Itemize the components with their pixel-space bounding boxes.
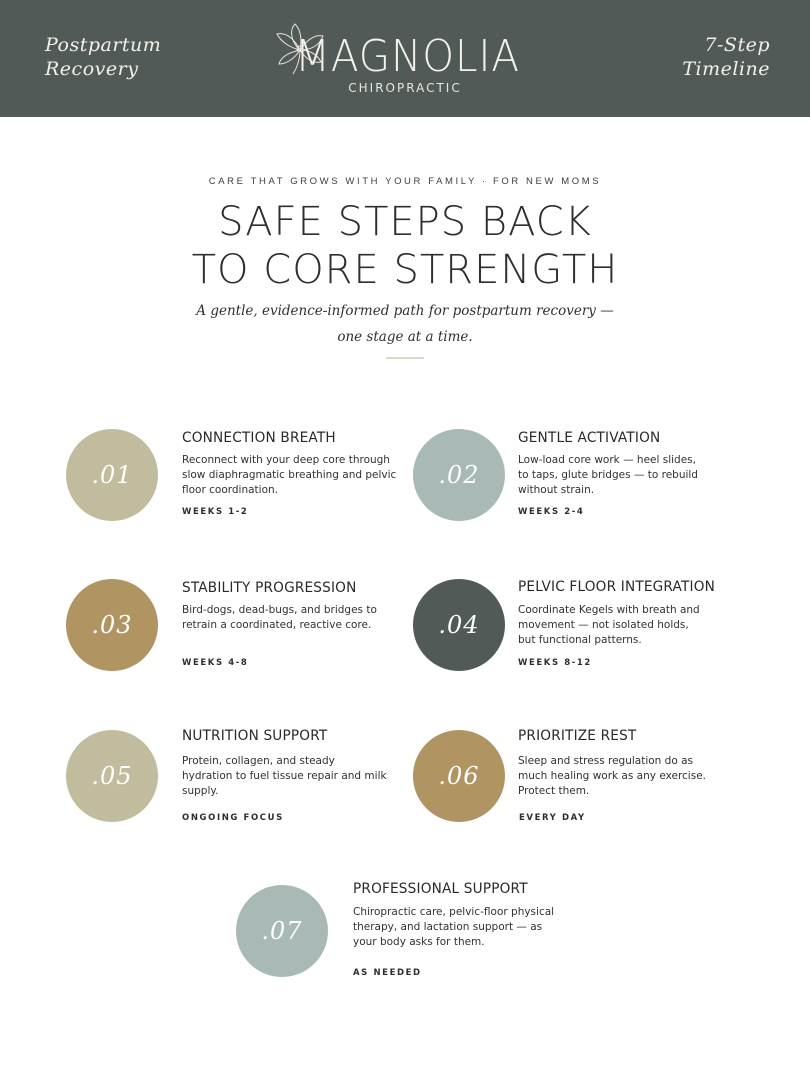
kicker-text: CARE THAT GROWS WITH YOUR FAMILY · FOR NEW MOMS <box>208 176 602 187</box>
step-timing-tag: WEEKS 8-12 <box>518 658 592 668</box>
step-card-1 <box>66 429 397 529</box>
step-number-circle: .02 <box>413 429 505 521</box>
step-number-circle: .05 <box>66 730 158 822</box>
divider <box>386 357 424 359</box>
header-right-title <box>682 33 770 81</box>
step-number-circle: .04 <box>413 579 505 671</box>
step-card-7 <box>236 881 556 985</box>
step-number-circle: .01 <box>66 429 158 521</box>
step-description: Coordinate Kegels with breath and movement — not isolated holds, but functional patterns. <box>518 604 700 646</box>
step-title: NUTRITION SUPPORT <box>182 728 328 744</box>
step-title: PROFESSIONAL SUPPORT <box>353 881 528 897</box>
step-timing-tag: AS NEEDED <box>353 968 422 978</box>
step-description: Chiropractic care, pelvic-floor physical therapy, and lactation support — as your body asks for them. <box>353 906 555 948</box>
step-description: Reconnect with your deep core through slow diaphragmatic breathing and pelvic floor coordination. <box>182 454 397 496</box>
page-header <box>0 0 810 117</box>
step-timing-tag: WEEKS 1-2 <box>182 507 249 517</box>
logo-wordmark: MAGNOLIA <box>295 31 520 82</box>
subtitle-line2: one stage at a time. <box>337 329 473 345</box>
step-description: Sleep and stress regulation do as much healing work as any exercise. Protect them. <box>518 755 706 797</box>
page-title <box>0 198 810 294</box>
step-number-circle: .03 <box>66 579 158 671</box>
step-card-5 <box>66 730 386 830</box>
subtitle-line1: A gentle, evidence-informed path for postpartum recovery — <box>196 303 614 319</box>
step-timing-tag: ONGOING FOCUS <box>182 813 284 823</box>
step-number-circle: .06 <box>413 730 505 822</box>
step-timing-tag: EVERY DAY <box>519 813 586 823</box>
step-title: CONNECTION BREATH <box>182 430 336 446</box>
step-card-6 <box>413 730 733 830</box>
step-description: Low-load core work — heel slides, to taps, glute bridges — to rebuild without strain. <box>518 454 698 496</box>
header-left-title <box>45 33 161 81</box>
step-timing-tag: WEEKS 4-8 <box>182 658 249 668</box>
step-description: Bird-dogs, dead-bugs, and bridges to retrain a coordinated, reactive core. <box>182 604 377 631</box>
step-title: STABILITY PROGRESSION <box>182 580 357 596</box>
step-title: GENTLE ACTIVATION <box>518 430 661 446</box>
step-number-circle: .07 <box>236 885 328 977</box>
header-right-line2: Timeline <box>682 58 770 80</box>
step-title: PELVIC FLOOR INTEGRATION <box>518 579 716 595</box>
headline-line2: TO CORE STRENGTH <box>191 247 619 293</box>
logo-subtitle: CHIROPRACTIC <box>348 81 462 95</box>
headline-line1: SAFE STEPS BACK <box>218 199 592 245</box>
step-description: Protein, collagen, and steady hydration to fuel tissue repair and milk supply. <box>182 755 387 797</box>
subtitle <box>0 298 810 350</box>
header-left-line1: Postpartum <box>45 34 162 56</box>
step-title: PRIORITIZE REST <box>518 728 637 744</box>
logo <box>255 18 555 100</box>
step-card-4 <box>413 579 733 679</box>
step-card-3 <box>66 579 386 679</box>
step-timing-tag: WEEKS 2-4 <box>518 507 585 517</box>
step-card-2 <box>413 429 733 529</box>
header-right-line1: 7-Step <box>704 34 770 56</box>
header-left-line2: Recovery <box>45 58 139 80</box>
